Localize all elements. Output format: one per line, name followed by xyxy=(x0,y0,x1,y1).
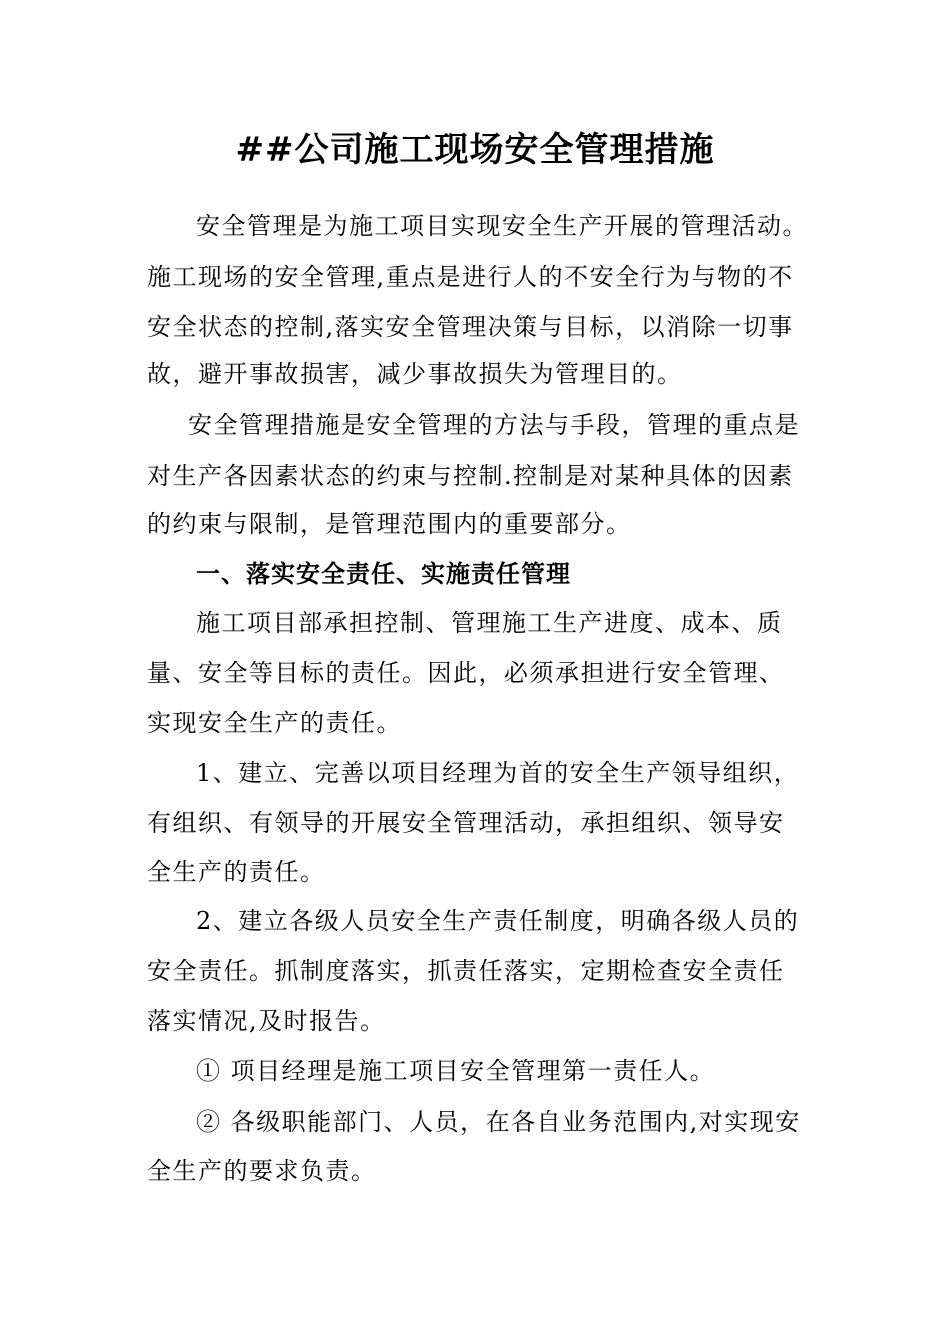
paragraph-line: 对生产各因素状态的约束与控制.控制是对某种具体的因素 xyxy=(147,462,794,490)
paragraph-line: 1、建立、完善以项目经理为首的安全生产领导组织， xyxy=(196,759,800,787)
paragraph-line: 全生产的要求负责。 xyxy=(147,1157,377,1185)
paragraph-line: 施工现场的安全管理,重点是进行人的不安全行为与物的不 xyxy=(147,263,794,291)
list-item: ① 项目经理是施工项目安全管理第一责任人。 xyxy=(196,1057,716,1085)
paragraph-line: 施工项目部承担控制、管理施工生产进度、成本、质 xyxy=(196,609,783,637)
paragraph-line: 故，避开事故损害，减少事故损失为管理目的。 xyxy=(147,360,683,388)
section-heading: 一、落实安全责任、实施责任管理 xyxy=(196,560,571,588)
paragraph-line: 2、建立各级人员安全生产责任制度，明确各级人员的 xyxy=(196,907,800,935)
paragraph-line: 安全管理措施是安全管理的方法与手段，管理的重点是 xyxy=(188,411,800,439)
paragraph-line: 的约束与限制，是管理范围内的重要部分。 xyxy=(147,510,632,538)
document-title: ##公司施工现场安全管理措施 xyxy=(235,130,715,170)
paragraph-line: 有组织、有领导的开展安全管理活动，承担组织、领导安 xyxy=(147,809,785,837)
paragraph-line: 量、安全等目标的责任。因此，必须承担进行安全管理、 xyxy=(147,659,785,687)
list-item: ② 各级职能部门、人员，在各自业务范围内,对实现安 xyxy=(196,1108,801,1136)
paragraph-line: 安全管理是为施工项目实现安全生产开展的管理活动。 xyxy=(196,212,808,240)
paragraph-line: 安全责任。抓制度落实，抓责任落实，定期检查安全责任 xyxy=(147,957,785,985)
paragraph-line: 实现安全生产的责任。 xyxy=(147,709,402,737)
paragraph-line: 安全状态的控制,落实安全管理决策与目标，以消除一切事 xyxy=(147,313,794,341)
paragraph-line: 全生产的责任。 xyxy=(147,858,326,886)
paragraph-line: 落实情况,及时报告。 xyxy=(147,1007,386,1035)
